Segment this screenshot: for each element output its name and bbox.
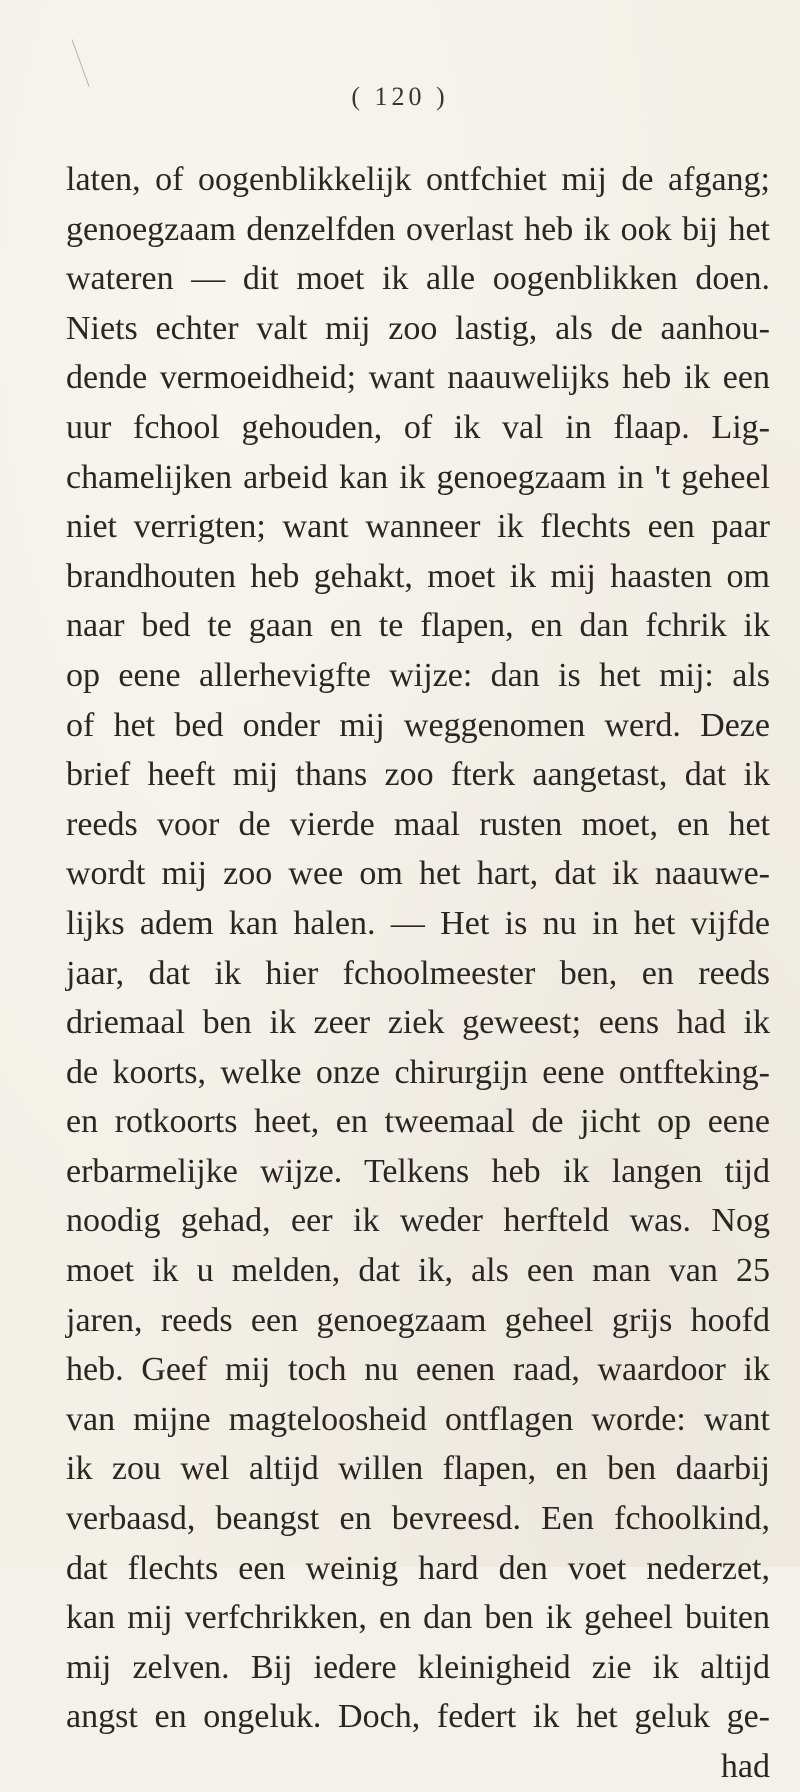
text-line: heb. Geef mij toch nu eenen raad, waardoor ik	[66, 1351, 770, 1389]
text-line: moet ik u melden, dat ik, als een man van 25	[66, 1252, 770, 1290]
text-line: brief heeft mij thans zoo fterk aangetast, dat ik	[66, 756, 770, 794]
text-line: wordt mij zoo wee om het hart, dat ik naauwe-	[66, 855, 770, 893]
text-line: van mijne magteloosheid ontflagen worde: want	[66, 1400, 770, 1438]
body-text	[66, 155, 770, 1792]
text-line: dat flechts een weinig hard den voet nederzet,	[66, 1549, 770, 1587]
text-line: chamelijken arbeid kan ik genoegzaam in 't geheel	[66, 458, 770, 496]
text-line: driemaal ben ik zeer ziek geweest; eens had ik	[66, 1004, 770, 1042]
text-line: noodig gehad, eer ik weder herfteld was. Nog	[66, 1202, 770, 1240]
text-line: Niets echter valt mij zoo lastig, als de aanhou-	[66, 309, 770, 347]
text-line: dende vermoeidheid; want naauwelijks heb ik een	[66, 359, 770, 397]
text-line: niet verrigten; want wanneer ik flechts een paar	[66, 508, 770, 546]
text-line: jaar, dat ik hier fchoolmeester ben, en reeds	[66, 954, 770, 992]
text-line: erbarmelijke wijze. Telkens heb ik langen tijd	[66, 1152, 770, 1190]
text-line: naar bed te gaan en te flapen, en dan fchrik ik	[66, 607, 770, 645]
text-line: ik zou wel altijd willen flapen, en ben daarbij	[66, 1450, 770, 1488]
text-line: lijks adem kan halen. — Het is nu in het vijfde	[66, 904, 770, 942]
text-line: verbaasd, beangst en bevreesd. Een fchoolkind,	[66, 1500, 770, 1538]
text-line: uur fchool gehouden, of ik val in flaap. Lig-	[66, 408, 770, 446]
text-line: op eene allerhevigfte wijze: dan is het mij: als	[66, 656, 770, 694]
text-line: mij zelven. Bij iedere kleinigheid zie ik altijd	[66, 1648, 770, 1686]
text-line: angst en ongeluk. Doch, federt ik het geluk ge-	[66, 1698, 770, 1736]
page-number: ( 120 )	[351, 82, 449, 111]
text-line: brandhouten heb gehakt, moet ik mij haasten om	[66, 557, 770, 595]
text-line: wateren — dit moet ik alle oogenblikken doen.	[66, 260, 770, 298]
text-line: reeds voor de vierde maal rusten moet, en het	[66, 805, 770, 843]
text-line: of het bed onder mij weggenomen werd. Deze	[66, 706, 770, 744]
text-line: laten, of oogenblikkelijk ontfchiet mij de afgang;	[66, 161, 770, 198]
text-line: kan mij verfchrikken, en dan ben ik geheel buiten	[66, 1599, 770, 1637]
catchword: had	[720, 1748, 770, 1785]
text-line: genoegzaam denzelfden overlast heb ik ook bij het	[66, 210, 770, 248]
page-corner-mark	[71, 39, 89, 86]
text-line: de koorts, welke onze chirurgijn eene ontfteking-	[66, 1053, 770, 1091]
text-line: en rotkoorts heet, en tweemaal de jicht op eene	[66, 1103, 770, 1141]
text-line: jaren, reeds een genoegzaam geheel grijs hoofd	[66, 1301, 770, 1339]
